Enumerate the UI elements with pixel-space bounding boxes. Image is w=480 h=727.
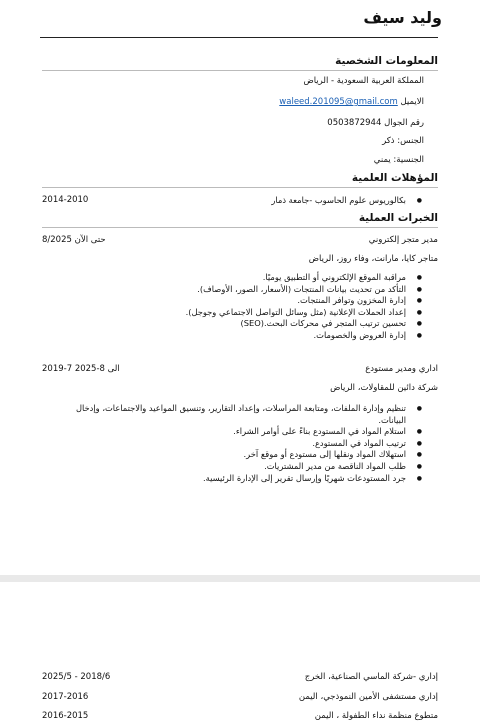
job-company: شركة دائين للمقاولات، الرياض: [330, 383, 438, 393]
list-item: ● تحسين ترتيب المتجر في محركات البحث.(SEO): [52, 318, 422, 330]
job-period: 2019-7 الى 8-2025: [42, 364, 120, 374]
job-period: 2016-2015: [42, 711, 89, 721]
section-divider: [42, 70, 438, 71]
job-period: 2017-2016: [42, 692, 89, 702]
education-list: [52, 195, 422, 207]
list-item: ● التأكد من تحديث بيانات المنتجات (الأسعار، الصور، الأوصاف).: [52, 284, 422, 296]
list-item: ● جرد المستودعات شهريًا وإرسال تقرير إلى الإدارة الرئيسية.: [52, 473, 422, 485]
job-title: مدير متجر إلكتروني: [368, 235, 438, 245]
section-divider: [42, 187, 438, 188]
header-divider: [40, 37, 438, 38]
section-title-personal: المعلومات الشخصية: [335, 55, 438, 67]
phone-row: [327, 118, 424, 128]
email-link[interactable]: waleed.201095@gmail.com: [279, 97, 398, 107]
job-title: إداري مستشفى الأمين النموذجي، اليمن: [298, 692, 438, 702]
list-item: ● إعداد الحملات الإعلانية (مثل وسائل التواصل الاجتماعي وجوجل).: [52, 307, 422, 319]
resume-page-2: [0, 582, 480, 727]
job-duties-list: [52, 403, 422, 484]
education-years: 2014-2010: [42, 195, 89, 205]
list-item: ● إدارة العروض والخصومات.: [52, 330, 422, 342]
job-period: 2025/5 - 2018/6: [42, 672, 111, 682]
education-degree: ● بكالوريوس علوم الحاسوب -جامعة ذمار: [52, 195, 422, 207]
section-title-experience: الخبرات العملية: [358, 212, 438, 224]
job-title: متطوع منظمة نداء الطفولة ، اليمن: [314, 711, 438, 721]
job-period: 8/2025 حتى الآن: [42, 235, 106, 245]
section-divider: [42, 227, 438, 228]
list-item: ● استهلاك المواد ونقلها إلى مستودع أو موقع آخر.: [52, 449, 422, 461]
address: المملكة العربية السعودية - الرياض: [303, 76, 424, 86]
email-row: [279, 97, 424, 107]
list-item: ● مراقبة الموقع الإلكتروني أو التطبيق يوميًا.: [52, 272, 422, 284]
email-label: الايميل: [400, 97, 424, 107]
job-company: متاجر كايا، مارانت، وفاء روز، الرياض: [308, 254, 438, 264]
phone-label: رقم الجوال: [384, 118, 424, 128]
list-item: ● تنظيم وإدارة الملفات، ومتابعة المراسلات، وإعداد التقارير، وتنسيق المواعيد والاجتماعات، وإدخال البيانات.: [52, 403, 422, 426]
phone-number: 0503872944: [327, 118, 382, 128]
applicant-name: وليد سيف: [363, 8, 442, 27]
job-duties-list: [52, 272, 422, 342]
list-item: ● إدارة المخزون وتوافر المنتجات.: [52, 295, 422, 307]
gender: الجنس: ذكر: [382, 136, 424, 146]
list-item: ● ترتيب المواد في المستودع.: [52, 438, 422, 450]
list-item: ● طلب المواد الناقصة من مدير المشتريات.: [52, 461, 422, 473]
job-title: إداري -شركة الماسي الصناعية، الخرج: [304, 672, 438, 682]
nationality: الجنسية: يمني: [373, 155, 424, 165]
section-title-education: المؤهلات العلمية: [351, 172, 438, 184]
list-item: ● استلام المواد في المستودع بناءً على أوامر الشراء.: [52, 426, 422, 438]
job-title: اداري ومدير مستودع: [365, 364, 438, 374]
